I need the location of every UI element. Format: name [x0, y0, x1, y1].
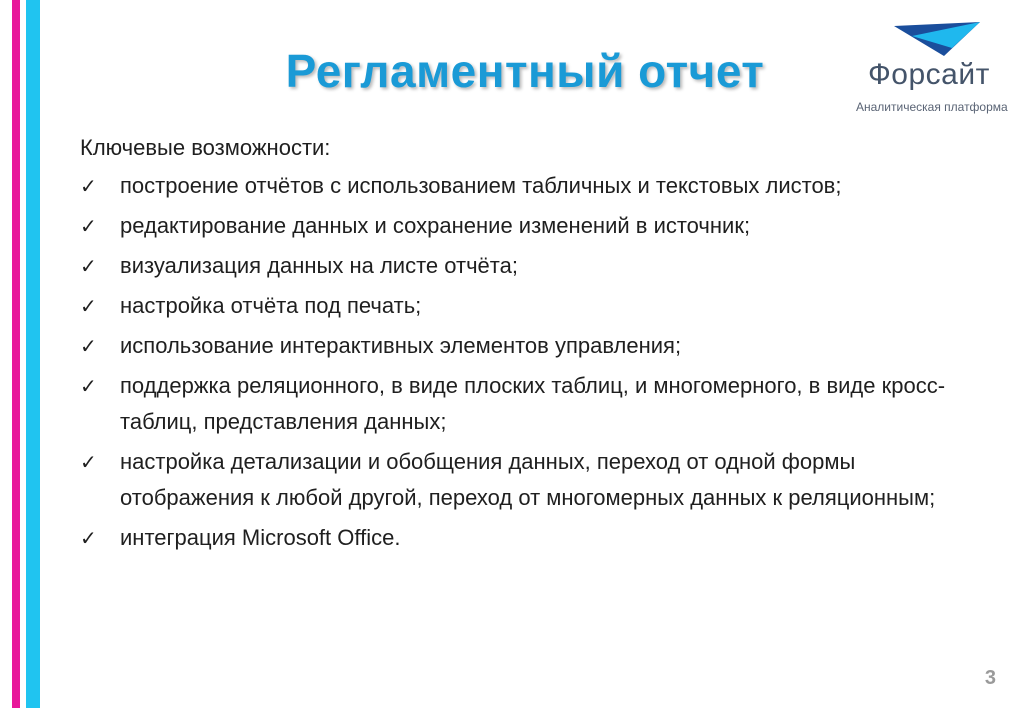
accent-bar-cyan — [26, 0, 40, 708]
content — [80, 132, 980, 560]
list-item — [80, 368, 980, 440]
list-item — [80, 328, 980, 364]
check-mark-icon: ✓ — [80, 450, 97, 474]
check-mark-icon: ✓ — [80, 374, 97, 398]
list-item-label: настройка отчёта под печать; — [120, 293, 422, 318]
check-mark-icon: ✓ — [80, 214, 97, 238]
list-item — [80, 444, 980, 516]
intro-text: Ключевые возможности: — [80, 135, 331, 160]
page-number: 3 — [984, 667, 996, 689]
logo-mark-icon — [894, 22, 980, 56]
list-item-label: использование интерактивных элементов управления; — [120, 333, 682, 358]
list-item-label: визуализация данных на листе отчёта; — [120, 253, 518, 278]
accent-bar-magenta — [12, 0, 20, 708]
logo-tagline: Аналитическая платформа — [856, 100, 1008, 114]
check-mark-icon: ✓ — [80, 294, 97, 318]
check-mark-icon: ✓ — [80, 334, 97, 358]
check-mark-icon: ✓ — [80, 174, 97, 198]
list-item-label: настройка детализации и обобщения данных, переход от одной формы отображения к любой другой, переход от многомерных данных к реляционным; — [120, 449, 936, 510]
check-mark-icon: ✓ — [80, 526, 97, 550]
list-item — [80, 168, 980, 204]
list-item — [80, 288, 980, 324]
list-item — [80, 208, 980, 244]
list-item-label: поддержка реляционного, в виде плоских таблиц, и многомерного, в виде кросс-таблиц, представления данных; — [120, 373, 946, 434]
check-mark-icon: ✓ — [80, 254, 97, 278]
list-item-label: построение отчётов с использованием табличных и текстовых листов; — [120, 173, 842, 198]
list-item — [80, 520, 980, 556]
slide-title: Регламентный отчет — [285, 45, 765, 97]
logo — [838, 18, 1022, 122]
list-item — [80, 248, 980, 284]
list-item-label: интеграция Microsoft Office. — [120, 525, 401, 550]
logo-name: Форсайт — [868, 58, 990, 91]
list-item-label: редактирование данных и сохранение изменений в источник; — [120, 213, 751, 238]
